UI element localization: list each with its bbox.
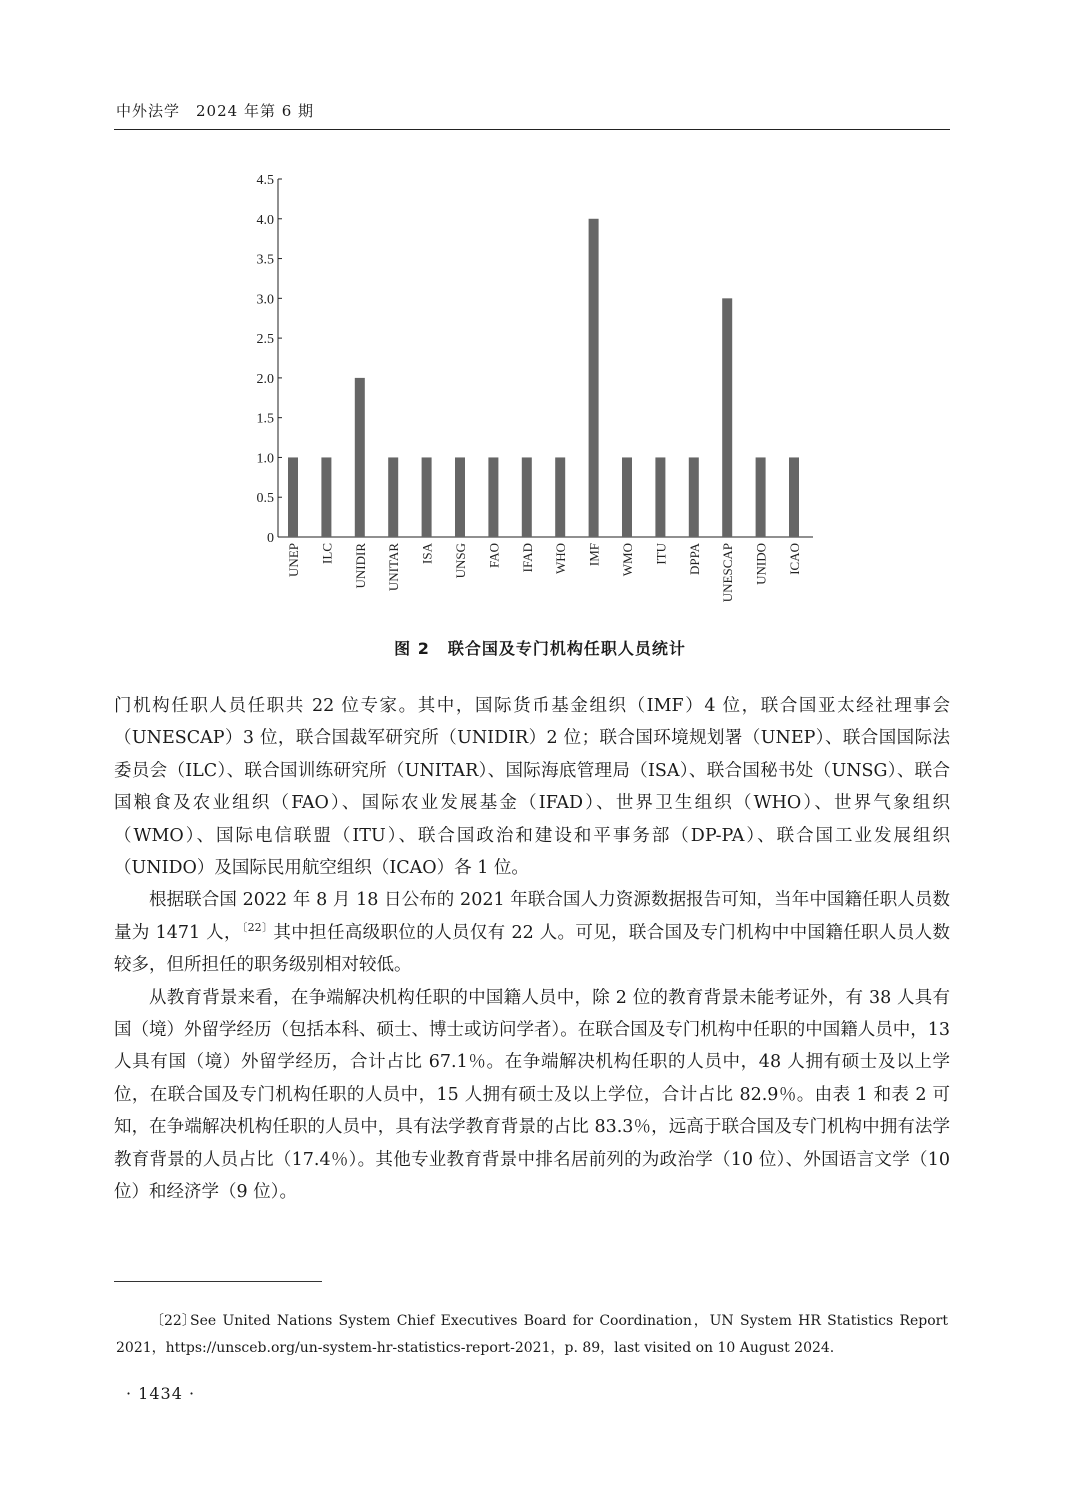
y-tick-label: 4.0 bbox=[256, 212, 274, 228]
y-tick-label: 0.5 bbox=[256, 491, 274, 507]
figure-caption-text: 联合国及专门机构任职人员统计 bbox=[447, 639, 686, 658]
bar-who bbox=[555, 457, 565, 537]
y-tick-label: 2.5 bbox=[256, 332, 274, 348]
running-head: 中外法学 2024 年第 6 期 bbox=[116, 102, 315, 120]
bar-imf bbox=[589, 219, 599, 537]
header-rule bbox=[114, 129, 950, 130]
footnote-mark: 〔22〕 bbox=[150, 1313, 196, 1329]
x-tick-label-imf: IMF bbox=[586, 543, 602, 567]
y-tick-label: 1.5 bbox=[256, 411, 274, 427]
x-tick-label-fao: FAO bbox=[486, 543, 502, 569]
bar-isa bbox=[422, 457, 432, 537]
x-tick-label-unido: UNIDO bbox=[753, 543, 769, 585]
x-tick-label-unescap: UNESCAP bbox=[720, 543, 736, 603]
paragraph-2-text-b: 其中担任高级职位的人员仅有 22 人。可见，联合国及专门机构中中国籍任职人员人数较多，但所担任的职务级别相对较低。 bbox=[114, 922, 950, 976]
y-tick-label: 0 bbox=[267, 531, 274, 546]
x-tick-label-ilc: ILC bbox=[319, 543, 335, 564]
paragraph-2-text-a: 根据联合国 2022 年 8 月 18 日公布的 2021 年联合国人力资源数据报告可知，当年中国籍任职人员数量为 1471 人， bbox=[114, 890, 950, 943]
body-text bbox=[114, 690, 950, 1209]
y-tick-label: 1.0 bbox=[256, 451, 274, 467]
x-tick-label-wmo: WMO bbox=[620, 543, 635, 577]
x-tick-label-dppa: DPPA bbox=[686, 543, 702, 576]
footnote-reference[interactable]: 〔22〕 bbox=[241, 921, 274, 935]
x-tick-label-itu: ITU bbox=[653, 543, 669, 565]
x-tick-label-isa: ISA bbox=[419, 543, 435, 564]
figure-2 bbox=[230, 160, 830, 630]
footnote-text: See United Nations System Chief Executives Board for Coordination，UN System HR Statistics Report 2021，https://unsceb.org/un-system-hr-statistics-report-2021，p. 89，last visited on 10 August 2024. bbox=[116, 1313, 948, 1356]
x-tick-label-ifad: IFAD bbox=[519, 543, 535, 573]
bar-ifad bbox=[522, 457, 532, 537]
figure-caption bbox=[0, 636, 1080, 659]
footnote bbox=[116, 1308, 948, 1362]
x-tick-label-who: WHO bbox=[553, 543, 569, 575]
x-tick-label-icao: ICAO bbox=[787, 543, 802, 575]
paragraph-1: 门机构任职人员任职共 22 位专家。其中，国际货币基金组织（IMF）4 位，联合国亚太经社理事会（UNESCAP）3 位，联合国裁军研究所（UNIDIR）2 位；联合国环境规划署（UNEP）、联合国国际法委员会（ILC）、联合国训练研究所（UNITAR）、国际海底管理局（ISA）、联合国秘书处（UNSG）、联合国粮食及农业组织（FAO）、国际农业发展基金（IFAD）、世界卫生组织（WHO）、世界气象组织（WMO）、国际电信联盟（ITU）、联合国政治和建设和平事务部（DP-PA）、联合国工业发展组织（UNIDO）及国际民用航空组织（ICAO）各 1 位。 bbox=[114, 696, 950, 879]
y-tick-label: 2.0 bbox=[256, 371, 274, 387]
bar-unitar bbox=[388, 457, 398, 537]
footnote-rule bbox=[114, 1281, 322, 1282]
paragraph-3: 从教育背景来看，在争端解决机构任职的中国籍人员中，除 2 位的教育背景未能考证外，有 38 人具有国（境）外留学经历（包括本科、硕士、博士或访问学者）。在联合国及专门机构中任职的中国籍人员中，13 人具有国（境）外留学经历，合计占比 67.1％。在争端解决机构任职的人员中，48 人拥有硕士及以上学位，在联合国及专门机构任职的人员中，15 人拥有硕士及以上学位，合计占比 82.9％。由表 1 和表 2 可知，在争端解决机构任职的人员中，具有法学教育背景的占比 83.3％，远高于联合国及专门机构中拥有法学教育背景的人员占比（17.4％）。其他专业教育背景中排名居前列的为政治学（10 位）、外国语言文学（10 位）和经济学（9 位）。 bbox=[114, 987, 951, 1203]
bar-unep bbox=[288, 457, 298, 537]
bar-dppa bbox=[689, 457, 699, 537]
bar-itu bbox=[655, 457, 665, 537]
bar-chart bbox=[230, 160, 830, 630]
x-tick-label-unsg: UNSG bbox=[453, 543, 468, 579]
paragraph-2 bbox=[114, 884, 950, 981]
bar-unidir bbox=[355, 378, 365, 537]
figure-number: 图 2 bbox=[394, 639, 430, 658]
bar-fao bbox=[488, 457, 498, 537]
bar-wmo bbox=[622, 457, 632, 537]
y-tick-label: 4.5 bbox=[256, 173, 274, 188]
y-tick-label: 3.5 bbox=[256, 252, 274, 268]
bar-icao bbox=[789, 457, 799, 537]
bar-ilc bbox=[321, 457, 331, 537]
bar-unsg bbox=[455, 457, 465, 537]
x-tick-label-unitar: UNITAR bbox=[386, 543, 402, 592]
bar-unido bbox=[756, 457, 766, 537]
x-tick-label-unep: UNEP bbox=[286, 543, 301, 577]
x-tick-label-unidir: UNIDIR bbox=[352, 543, 368, 589]
page-number: · 1434 · bbox=[126, 1384, 196, 1403]
bar-unescap bbox=[722, 298, 732, 537]
y-tick-label: 3.0 bbox=[256, 292, 274, 308]
